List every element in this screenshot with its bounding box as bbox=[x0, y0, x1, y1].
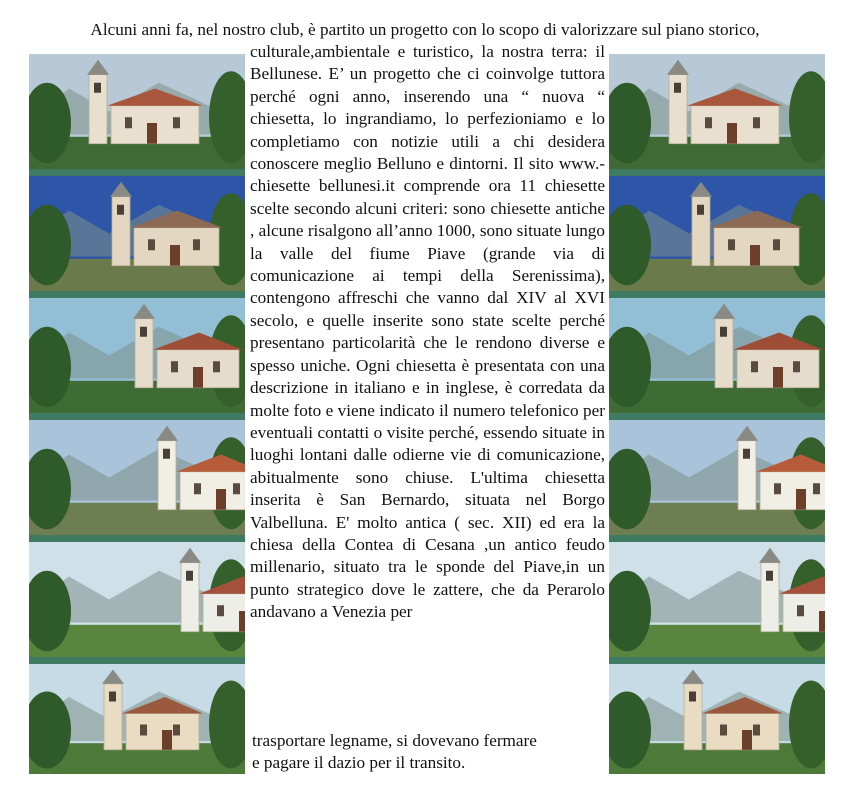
tail-line-1: trasportare legname, si dovevano fermare bbox=[252, 731, 537, 750]
photo-separator bbox=[29, 291, 245, 298]
photo-separator bbox=[29, 169, 245, 176]
photo-church-2-right bbox=[609, 176, 825, 291]
photo-separator bbox=[29, 413, 245, 420]
photo-separator bbox=[29, 535, 245, 542]
photo-separator bbox=[609, 413, 825, 420]
photo-separator bbox=[609, 169, 825, 176]
photo-separator bbox=[609, 657, 825, 664]
photo-church-2-left bbox=[29, 176, 245, 291]
photo-church-1-right bbox=[609, 54, 825, 169]
photo-church-6-left bbox=[29, 664, 245, 774]
photo-separator bbox=[609, 291, 825, 298]
photo-separator bbox=[29, 657, 245, 664]
photo-church-6-right bbox=[609, 664, 825, 774]
photo-church-5-left bbox=[29, 542, 245, 657]
tail-line-2: e pagare il dazio per il transito. bbox=[252, 753, 466, 773]
photo-church-3-right bbox=[609, 298, 825, 413]
photo-church-1-left bbox=[29, 54, 245, 169]
photo-separator bbox=[609, 535, 825, 542]
photo-church-4-left bbox=[29, 420, 245, 535]
photo-strip-right bbox=[609, 54, 825, 774]
photo-church-5-right bbox=[609, 542, 825, 657]
body-paragraph: culturale,ambientale e turistico, la nostra terra: il Bellunese. E’ un progetto che ci coinvolge tuttora perché ogni anno, inserendo una “ nuova “ chiesetta, lo ingrandiamo, lo perfezioniamo e lo completiamo con notizie utili a chi desidera conoscere meglio Belluno e dintorni. Il sito www.-chiesette bellunesi.it comprende ora 11 chiesette scelte secondo alcuni criteri: sono chiesette antiche , alcune risalgono all’anno 1000, sono situate lungo la valle del fiume Piave (grande via di comunicazione ai tempi della Serenissima), contengono affreschi che vanno dal XIV al XVI secolo, e quelle inserite sono state scelte perché presentano particolarità che le rendono diverse e spesso uniche. Ogni chiesetta è presentata con una descrizione in italiano e in inglese, è corredata da molte foto e viene indicato il numero telefonico per eventuali contatti o visite perché, essendo situate in luoghi lontani dalle odierne vie di comunicazione, abitualmente sono chiuse. L'ultima chiesetta inserita è San Bernardo, situata nel Borgo Valbelluna. E' molto antica ( sec. XII) ed era la chiesa della Contea di Cesana ,un antico feudo millenario, situato tra le sponde del Piave,in un punto strategico dove le zattere, che da Perarolo andavano a Venezia per bbox=[250, 42, 605, 622]
article-tail bbox=[252, 730, 607, 775]
intro-line: Alcuni anni fa, nel nostro club, è partito un progetto con lo scopo di valorizzare sul piano storico, bbox=[90, 20, 760, 39]
photo-strip-left bbox=[29, 54, 245, 774]
photo-church-4-right bbox=[609, 420, 825, 535]
photo-church-3-left bbox=[29, 298, 245, 413]
article-body bbox=[250, 41, 605, 624]
